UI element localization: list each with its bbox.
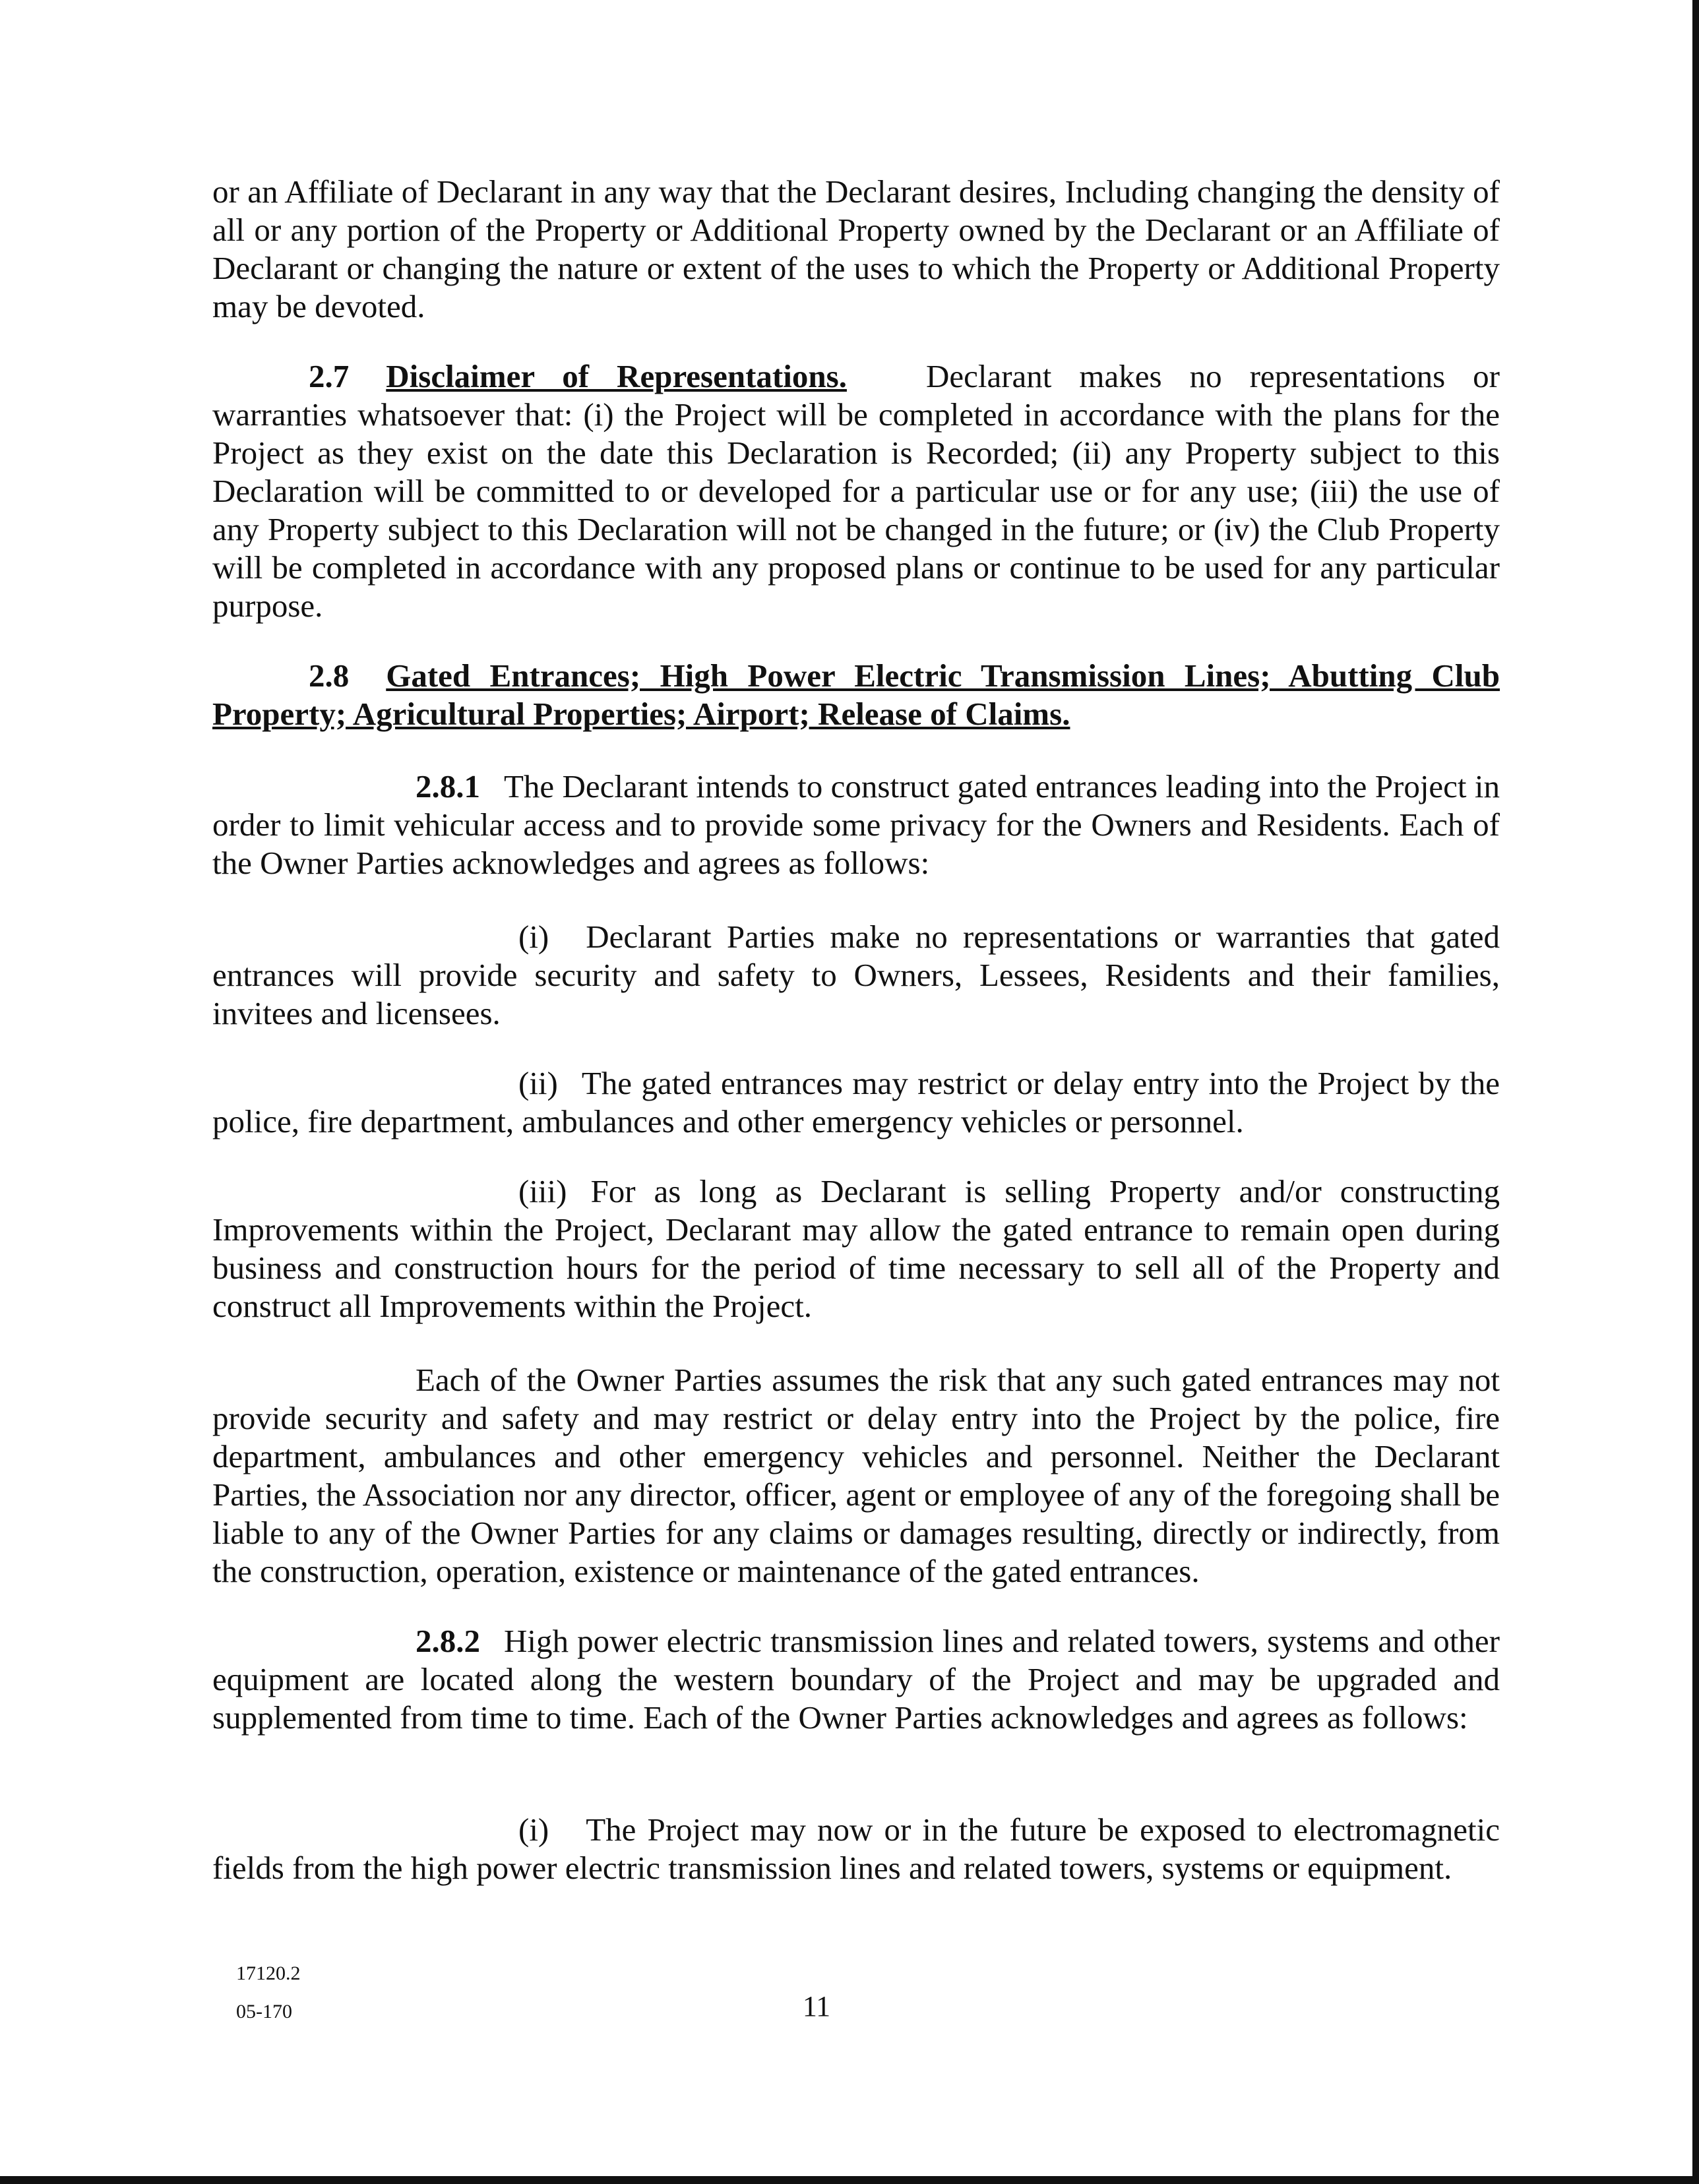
section-heading: Disclaimer of Representations. [386, 358, 847, 394]
section-2-8 [212, 657, 1500, 733]
subsection-2-8-2 [212, 1622, 1500, 1737]
section-2-7 [212, 357, 1500, 625]
list-marker: (i) [518, 919, 549, 955]
section-heading: Gated Entrances; High Power Electric Transmission Lines; Abutting Club Property; Agricultural Properties; Airport; Release of Claims. [212, 657, 1500, 732]
footer-doc-code: 17120.2 [236, 1962, 301, 1984]
paragraph-continuation: or an Affiliate of Declarant in any way that the Declarant desires, Including changing the density of all or any portion of the Property or Additional Property owned by the Declarant or an Affiliate of Declarant or changing the nature or extent of the uses to which the Property or Additional Property may be devoted. [212, 173, 1500, 324]
page-number: 11 [802, 1990, 831, 2022]
section-text: Declarant makes no representations or warranties whatsoever that: (i) the Project will be completed in accordance with the plans for the Project as they exist on the date this Declaration is Recorded; (ii) any Property subject to this Declaration will be committed to or developed for a particular use or for any use; (iii) the use of any Property subject to this Declaration will not be changed in the future; or (iv) the Club Property will be completed in accordance with any proposed plans or continue to be used for any particular purpose. [212, 358, 1500, 624]
list-marker: (iii) [518, 1173, 567, 1209]
list-text: Declarant Parties make no representations or warranties that gated entrances will provide security and safety to Owners, Lessees, Residents and their families, invitees and licensees. [212, 919, 1500, 1031]
section-number: 2.8 [309, 657, 350, 694]
footer-doc-code: 05-170 [236, 2001, 292, 2022]
list-text: The gated entrances may restrict or delay entry into the Project by the police, fire department, ambulances and other emergency vehicles or personnel. [212, 1065, 1500, 1139]
list-marker: (ii) [518, 1065, 558, 1101]
subsection-text: High power electric transmission lines and related towers, systems and other equipment are located along the western boundary of the Project and may be upgraded and supplemented from time to time. Each of the Owner Parties acknowledges and agrees as follows: [212, 1623, 1500, 1736]
section-number: 2.7 [309, 358, 350, 394]
list-item [212, 1064, 1500, 1141]
list-item [212, 918, 1500, 1033]
list-marker: (i) [518, 1811, 549, 1848]
subsection-number: 2.8.1 [416, 768, 480, 804]
subsection-number: 2.8.2 [416, 1623, 480, 1659]
list-item [212, 1172, 1500, 1325]
list-text: For as long as Declarant is selling Property and/or constructing Improvements within the Project, Declarant may allow the gated entrance to remain open during business and construction hours for the period of time necessary to sell all of the Property and construct all Improvements within the Project. [212, 1173, 1500, 1324]
subsection-2-8-1 [212, 768, 1500, 882]
paragraph-risk: Each of the Owner Parties assumes the risk that any such gated entrances may not provide security and safety and may restrict or delay entry into the Project by the police, fire department, ambulances and other emergency vehicles and personnel. Neither the Declarant Parties, the Association nor any director, officer, agent or employee of any of the foregoing shall be liable to any of the Owner Parties for any claims or damages resulting, directly or indirectly, from the construction, operation, existence or maintenance of the gated entrances. [212, 1362, 1500, 1589]
subsection-text: The Declarant intends to construct gated entrances leading into the Project in order to limit vehicular access and to provide some privacy for the Owners and Residents. Each of the Owner Parties acknowledges and agrees as follows: [212, 768, 1500, 881]
list-text: The Project may now or in the future be exposed to electromagnetic fields from the high power electric transmission lines and related towers, systems or equipment. [212, 1811, 1500, 1886]
list-item [212, 1811, 1500, 1887]
